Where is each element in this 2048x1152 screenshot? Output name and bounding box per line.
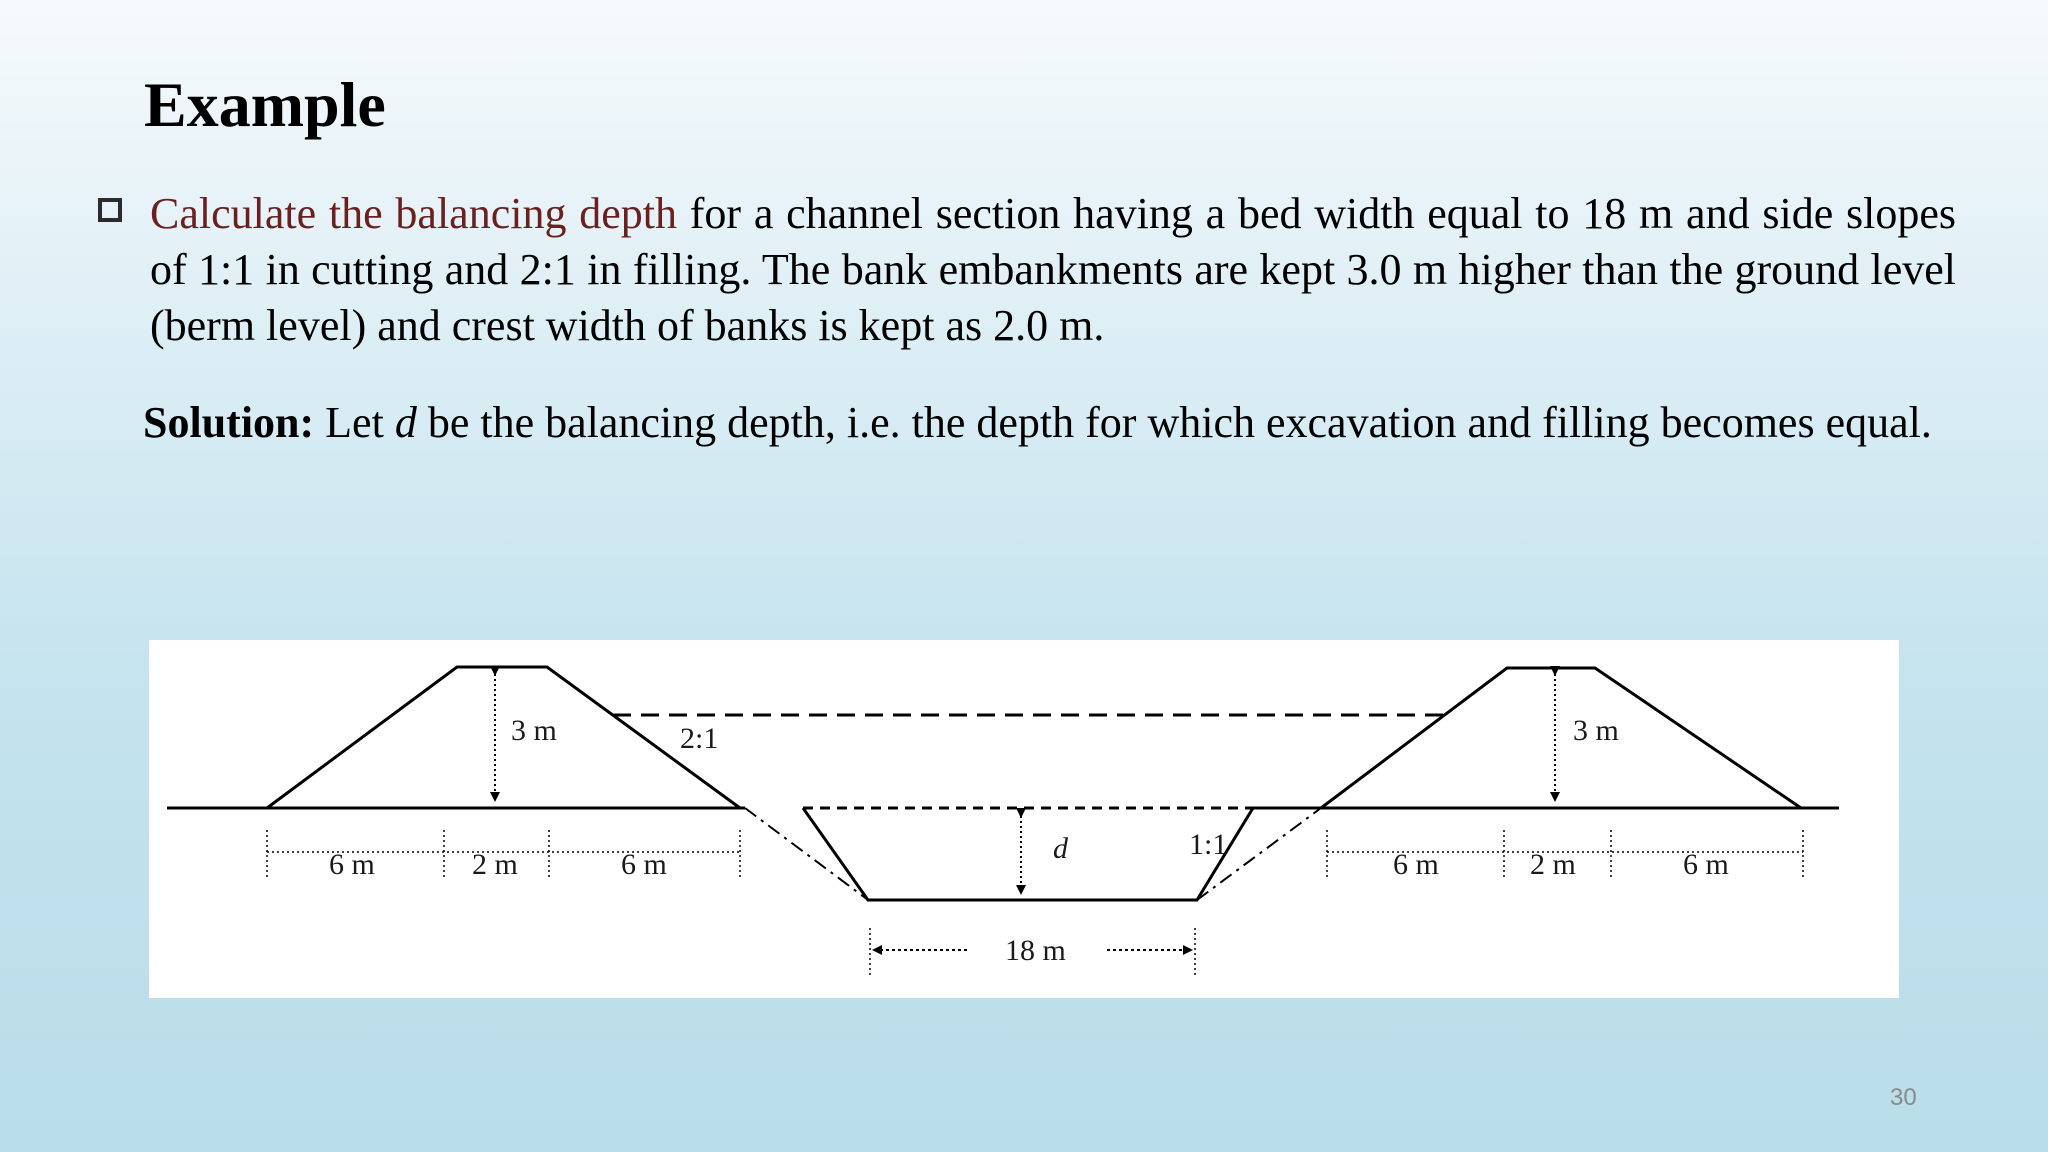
cross-section-diagram bbox=[149, 640, 1899, 998]
bed-width-label: 18 m bbox=[1005, 934, 1066, 967]
fill-slope-label: 2:1 bbox=[680, 722, 719, 755]
left-base-outer-label: 6 m bbox=[329, 848, 375, 881]
left-slope-extension bbox=[745, 808, 868, 900]
channel-cross-section-figure bbox=[149, 640, 1899, 998]
right-base-inner-label: 6 m bbox=[1393, 848, 1439, 881]
problem-statement bbox=[150, 186, 1956, 354]
left-crest-label: 2 m bbox=[472, 848, 518, 881]
problem-highlight: Calculate the balancing depth bbox=[150, 189, 677, 238]
right-bank-height-label: 3 m bbox=[1573, 714, 1619, 747]
slide-title: Example bbox=[144, 69, 386, 140]
checkbox-bullet-icon bbox=[98, 198, 122, 222]
solution-text-pre: Let bbox=[314, 398, 395, 447]
problem-text: for a channel section having a bed width equal to 18 m and side slopes of 1:1 in cutting and 2:1 in filling. The bank embankments are kept 3.0 m higher than the ground level (berm level) and crest width of banks is kept as 2.0 m. bbox=[150, 189, 1957, 350]
right-embankment bbox=[1321, 668, 1801, 808]
left-bank-height-label: 3 m bbox=[511, 714, 557, 747]
solution-label: Solution: bbox=[143, 398, 315, 447]
channel-section bbox=[803, 808, 1253, 900]
right-base-outer-label: 6 m bbox=[1683, 848, 1729, 881]
solution-statement bbox=[143, 395, 1976, 451]
solution-text-post: be the balancing depth, i.e. the depth for which excavation and filling becomes equal. bbox=[416, 398, 1932, 447]
right-crest-label: 2 m bbox=[1530, 848, 1576, 881]
left-base-inner-label: 6 m bbox=[621, 848, 667, 881]
left-embankment bbox=[267, 667, 740, 808]
solution-variable: d bbox=[394, 398, 417, 447]
page-number: 30 bbox=[1890, 1084, 1917, 1111]
depth-label: d bbox=[1053, 832, 1068, 865]
cut-slope-label: 1:1 bbox=[1189, 828, 1228, 861]
